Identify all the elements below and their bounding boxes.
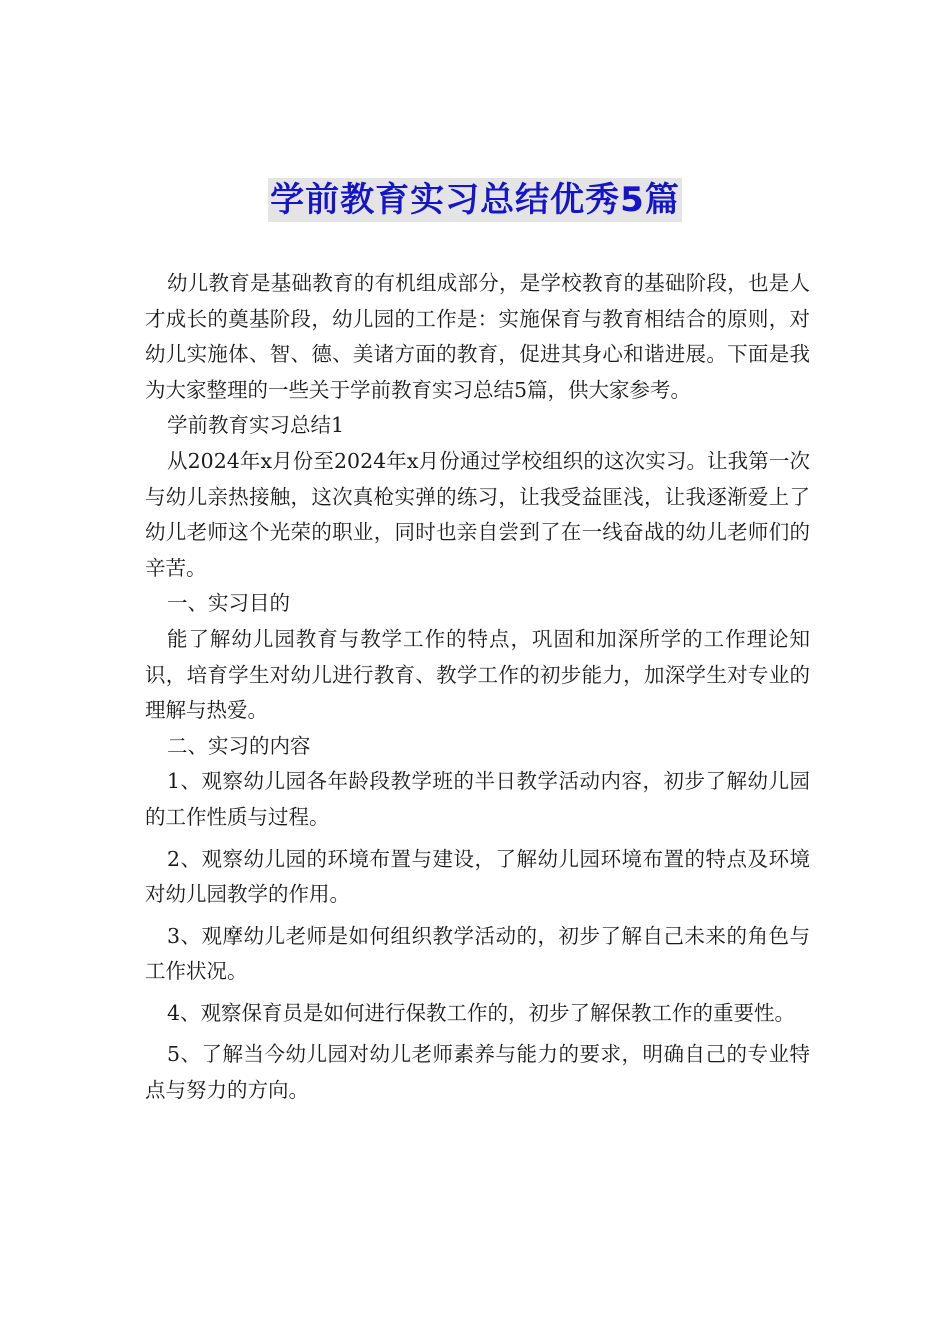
intro-paragraph: 幼儿教育是基础教育的有机组成部分，是学校教育的基础阶段，也是人才成长的奠基阶段，幼儿园的工作是：实施保育与教育相结合的原则，对幼儿实施体、智、德、美诸方面的教育，促进其身心和谐进展。下面是我为大家整理的一些关于学前教育实习总结5篇，供大家参考。 — [145, 271, 810, 402]
section-heading: 二、实习的内容 — [167, 733, 311, 758]
document-title: 学前教育实习总结优秀5篇 — [270, 180, 680, 220]
list-item: 4、观察保育员是如何进行保教工作的，初步了解保教工作的重要性。 — [167, 1000, 796, 1025]
section-heading: 一、实习目的 — [167, 591, 290, 616]
document-body — [145, 266, 810, 1115]
title-container — [0, 178, 950, 222]
list-item: 3、观摩幼儿老师是如何组织教学活动的，初步了解自己未来的角色与工作状况。 — [145, 923, 810, 984]
list-item: 1、观察幼儿园各年龄段教学班的半日教学活动内容，初步了解幼儿园的工作性质与过程。 — [145, 769, 810, 829]
section-heading: 学前教育实习总结1 — [167, 413, 345, 438]
list-item: 2、观察幼儿园的环境布置与建设，了解幼儿园环境布置的特点及环境对幼儿园教学的作用。 — [145, 846, 810, 907]
body-paragraph: 从2024年x月份至2024年x月份通过学校组织的这次实习。让我第一次与幼儿亲热接触，这次真枪实弹的练习，让我受益匪浅，让我逐渐爱上了幼儿老师这个光荣的职业，同时也亲自尝到了在一线奋战的幼儿老师们的辛苦。 — [145, 448, 810, 580]
body-paragraph: 能了解幼儿园教育与教学工作的特点，巩固和加深所学的工作理论知识，培育学生对幼儿进行教育、教学工作的初步能力，加深学生对专业的理解与热爱。 — [145, 626, 810, 723]
list-item: 5、了解当今幼儿园对幼儿老师素养与能力的要求，明确自己的专业特点与努力的方向。 — [145, 1042, 810, 1103]
